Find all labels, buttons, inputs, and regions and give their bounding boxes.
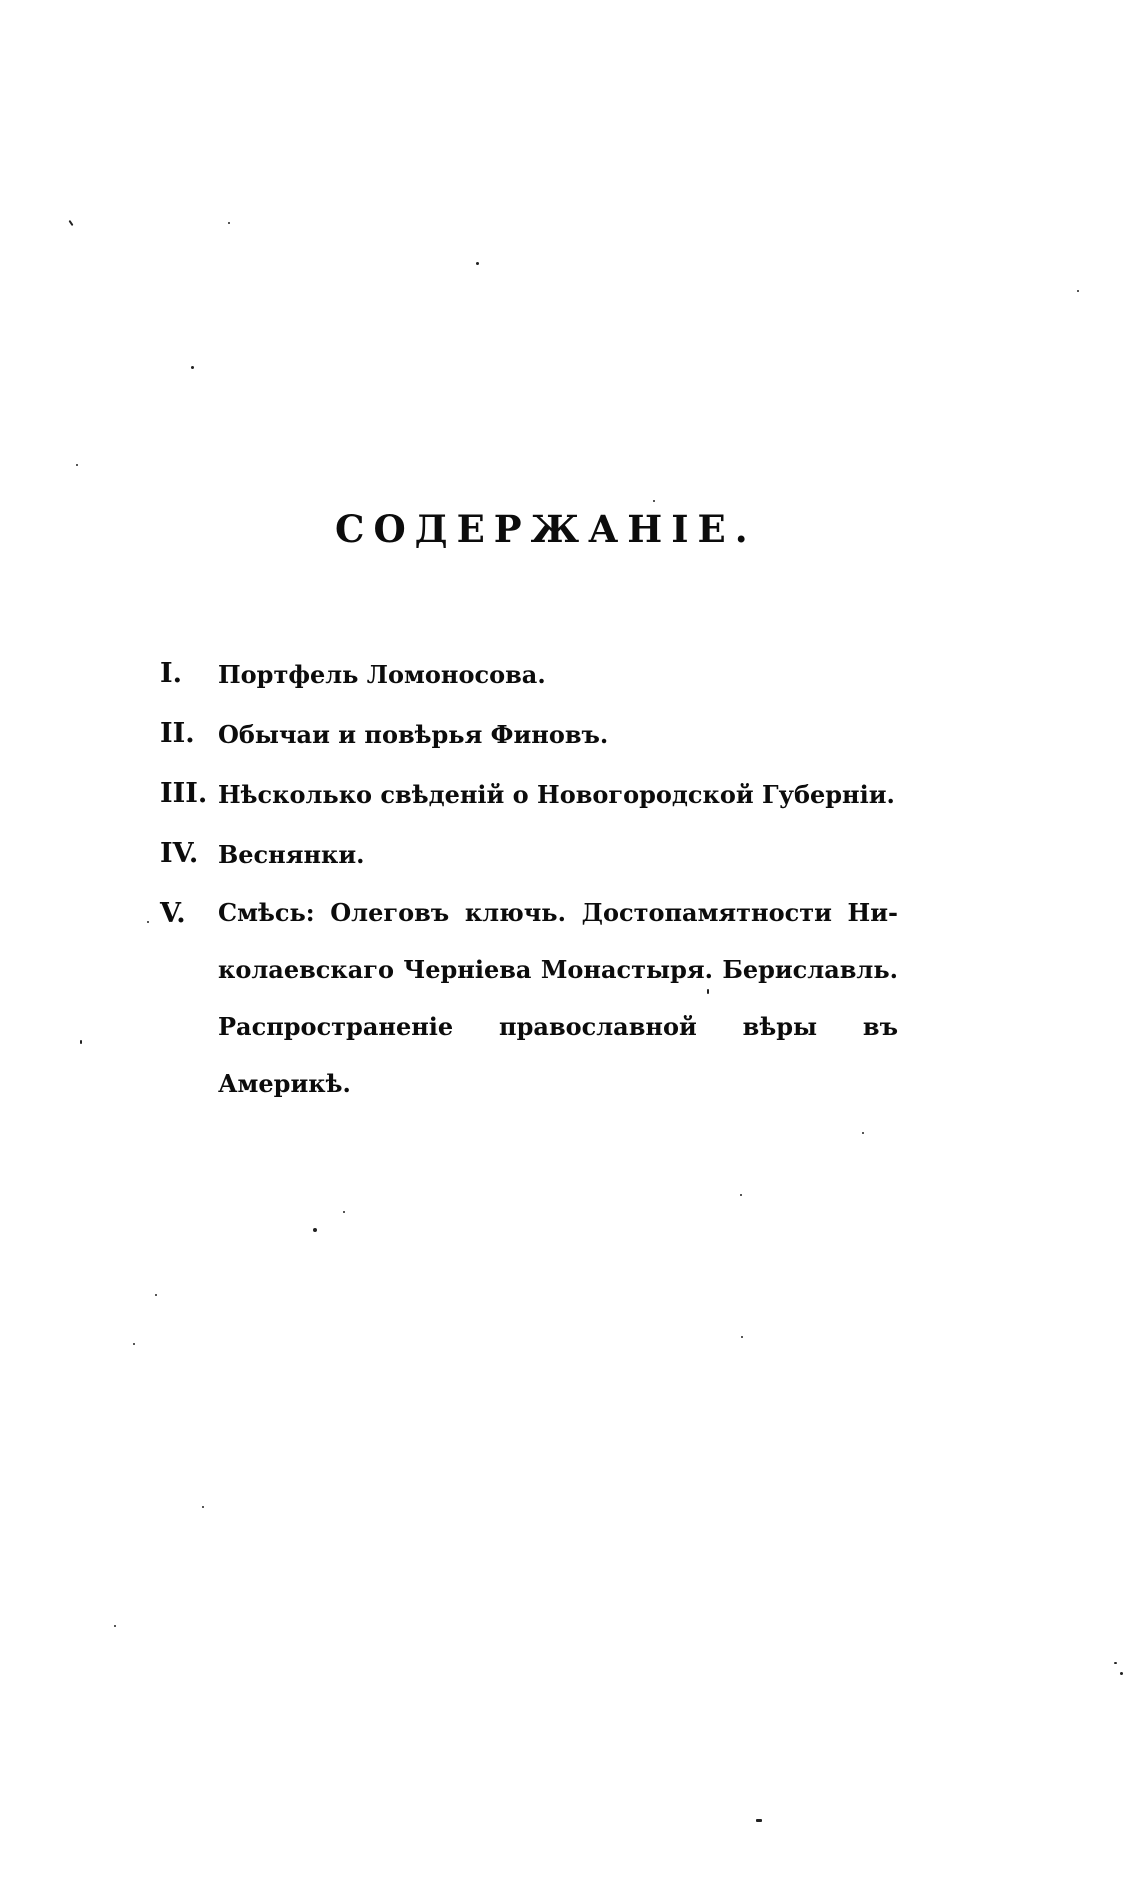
scan-speck	[741, 1336, 743, 1338]
toc-entry-numeral: IV.	[160, 838, 199, 869]
toc-entry-numeral: V.	[160, 898, 186, 929]
scan-speck	[740, 1194, 742, 1196]
scan-speck	[147, 921, 149, 923]
toc-entry-title: Портфель Ломоносова.	[218, 660, 546, 689]
toc-entry-line: Смѣсь: Олеговъ ключь. Достопамятности Ни-	[218, 898, 898, 927]
scan-speck	[707, 989, 709, 994]
toc-entry-numeral: II.	[160, 718, 195, 749]
toc-entry-line: Распространеніе православной вѣры въ Америкѣ.	[218, 1012, 898, 1098]
scan-speck	[202, 1506, 204, 1508]
scan-speck	[1114, 1662, 1117, 1664]
scan-speck	[133, 1343, 135, 1345]
toc-entry-5	[160, 898, 900, 1126]
scan-speck	[343, 1211, 345, 1213]
scan-speck	[228, 222, 230, 224]
scan-speck	[313, 1228, 317, 1232]
table-of-contents	[160, 658, 900, 1126]
scan-speck	[191, 366, 194, 369]
scan-speck	[68, 220, 73, 226]
scan-speck	[1077, 290, 1079, 292]
scan-speck	[1120, 1672, 1123, 1675]
scan-speck	[76, 464, 78, 466]
scan-speck	[80, 1040, 82, 1044]
scan-speck	[155, 1294, 157, 1296]
toc-entry-title: Обычаи и повѣрья Финовъ.	[218, 720, 609, 749]
toc-entry-1	[160, 658, 900, 718]
toc-entry-2	[160, 718, 900, 778]
toc-entry-3	[160, 778, 900, 838]
scan-speck	[476, 262, 479, 265]
scan-speck	[653, 500, 655, 502]
scan-speck	[114, 1625, 116, 1627]
scan-speck	[756, 1819, 762, 1822]
toc-entry-numeral: I.	[160, 658, 183, 689]
toc-entry-numeral: III.	[160, 778, 208, 809]
toc-entry-title: Нѣсколько свѣденій о Новогородской Губерніи.	[218, 780, 895, 809]
scan-speck	[862, 1132, 864, 1134]
toc-entry-line: колаевскаго Черніева Монастыря. Бериславль.	[218, 955, 898, 984]
page-title: СОДЕРЖАНІЕ.	[335, 507, 757, 551]
toc-entry-title	[218, 884, 898, 1112]
toc-entry-title: Веснянки.	[218, 840, 365, 869]
